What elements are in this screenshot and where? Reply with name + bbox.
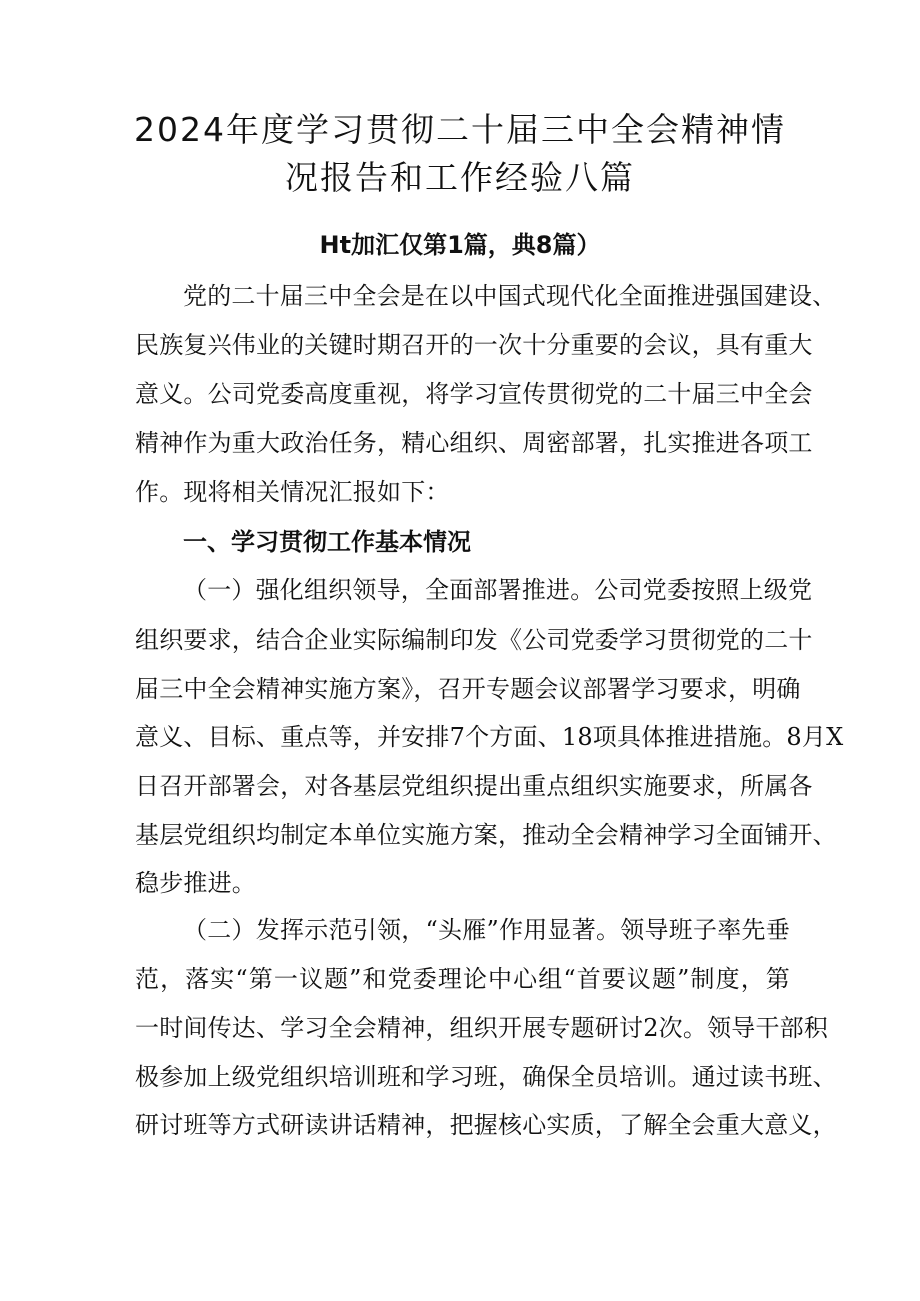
document-title-line-2: 况报告和工作经验八篇 [285, 158, 635, 197]
paragraph-line: 届三中全会精神实施方案》，召开专题会议部署学习要求，明确 [135, 675, 801, 703]
paragraph-line: 研讨班等方式研读讲话精神，把握核心实质，了解全会重大意义， [135, 1111, 837, 1139]
paragraph-line: 意义、目标、重点等，并安排7个方面、18项具体推进措施。8月X [135, 723, 844, 751]
document-title-line-1: 2024年度学习贯彻二十届三中全会精神情 [134, 110, 786, 149]
intro-line: 民族复兴伟业的关键时期召开的一次十分重要的会议，具有重大 [135, 331, 813, 359]
intro-line: 意义。公司党委高度重视，将学习宣传贯彻党的二十届三中全会 [135, 380, 813, 408]
paragraph-line: （二）发挥示范引领，“头雁”作用显著。领导班子率先垂 [183, 916, 790, 944]
paragraph-line: 稳步推进。 [135, 869, 256, 897]
paragraph-line: （一）强化组织领导，全面部署推进。公司党委按照上级党 [183, 576, 813, 604]
section-heading: 一、学习贯彻工作基本情况 [183, 528, 471, 556]
paragraph-line: 基层党组织均制定本单位实施方案，推动全会精神学习全面铺开、 [135, 821, 837, 849]
document-subtitle: Ht加汇仅第1篇，典8篇） [319, 231, 601, 259]
paragraph-line: 组织要求，结合企业实际编制印发《公司党委学习贯彻党的二十 [135, 626, 813, 654]
paragraph-line: 极参加上级党组织培训班和学习班，确保全员培训。通过读书班、 [135, 1063, 837, 1091]
intro-line: 精神作为重大政治任务，精心组织、周密部署，扎实推进各项工 [135, 429, 813, 457]
paragraph-line: 范，落实“第一议题”和党委理论中心组“首要议题”制度，第 [135, 965, 790, 993]
paragraph-line: 日召开部署会，对各基层党组织提出重点组织实施要求，所属各 [135, 772, 813, 800]
paragraph-line: 一时间传达、学习全会精神，组织开展专题研讨2次。领导干部积 [135, 1014, 829, 1042]
intro-line: 党的二十届三中全会是在以中国式现代化全面推进强国建设、 [183, 282, 837, 310]
intro-line: 作。现将相关情况汇报如下： [135, 478, 450, 506]
